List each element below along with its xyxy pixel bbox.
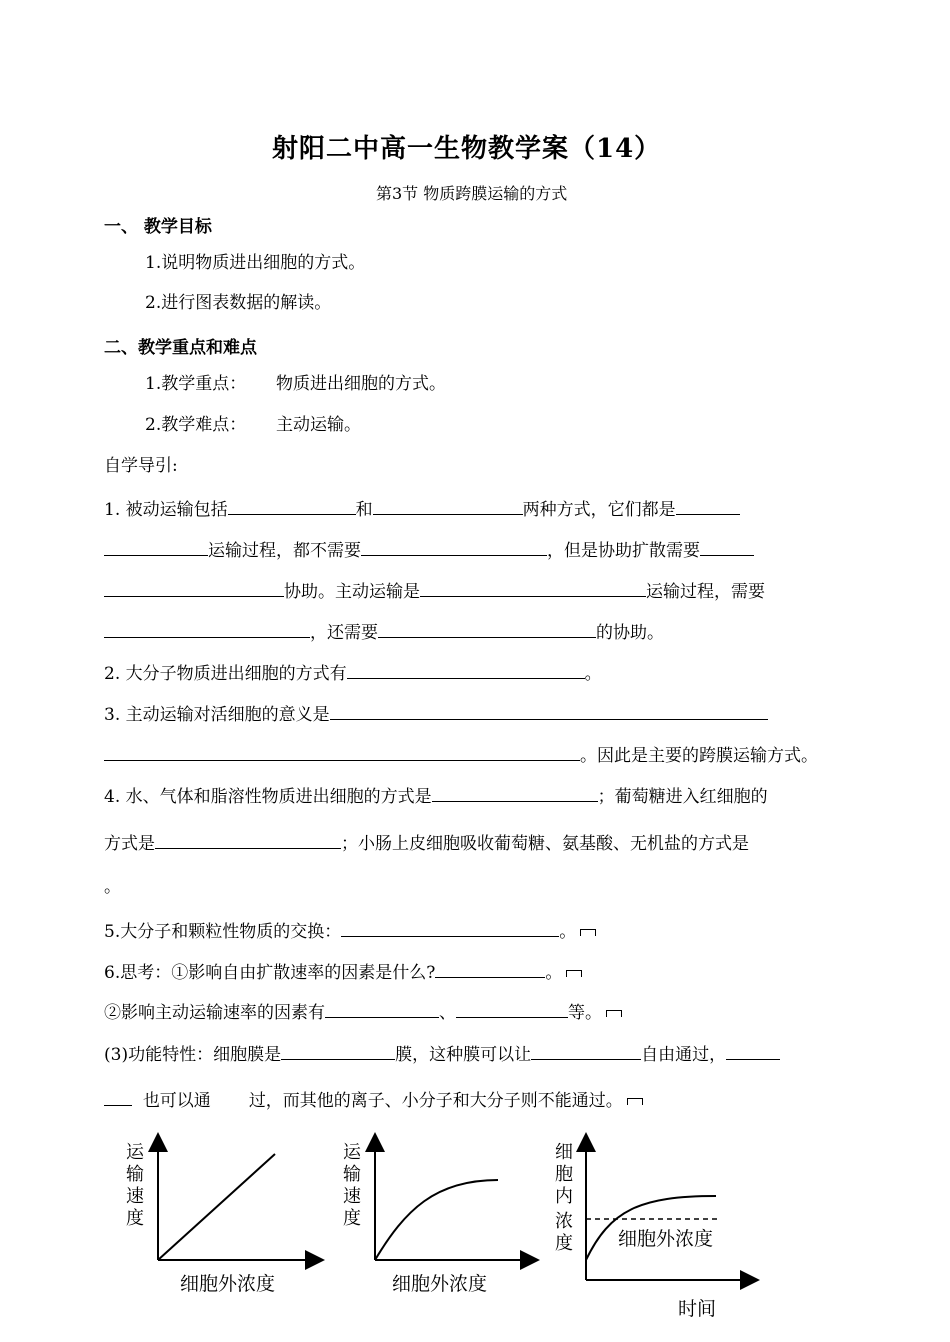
q1-text-f: 协助。主动运输是 (284, 582, 420, 602)
answer-blank[interactable] (104, 537, 208, 556)
answer-blank[interactable] (330, 701, 768, 720)
answer-blank[interactable] (531, 1041, 641, 1060)
answer-blank[interactable] (341, 918, 559, 937)
q7-text-e: 过，而其他的离子、小分子和大分子则不能通过。 (248, 1091, 623, 1111)
answer-blank[interactable] (228, 496, 356, 515)
q3-text-b: 。因此是主要的跨膜运输方式。 (580, 746, 818, 766)
q6-text-b: 。 (545, 963, 563, 983)
answer-blank[interactable] (420, 578, 646, 597)
question-6b (104, 999, 622, 1024)
graph-3-ylabel-char: 胞 (555, 1164, 573, 1185)
answer-blank[interactable] (726, 1041, 780, 1060)
question-1-line-1 (104, 496, 740, 521)
difficulty-label: 2.教学难点： (145, 415, 247, 435)
graph-3-ylabel-char: 度 (555, 1233, 573, 1254)
bracket-mark (627, 1098, 643, 1105)
q7-text-d: 也可以通 (142, 1091, 211, 1111)
answer-blank[interactable] (281, 1041, 395, 1060)
q5-text-a: 5.大分子和颗粒性物质的交换： (104, 922, 342, 942)
q3-text-a: 3. 主动运输对活细胞的意义是 (104, 705, 330, 725)
q4-text-d: ；小肠上皮细胞吸收葡萄糖、氨基酸、无机盐的方式是 (341, 834, 749, 854)
q6b-text-a: ②影响主动运输速率的因素有 (104, 1003, 325, 1023)
q1-text-d: 运输过程，都不需要 (208, 541, 361, 561)
q1-text-h: ，还需要 (310, 623, 378, 643)
q5-text-b: 。 (559, 922, 577, 942)
answer-blank[interactable] (347, 660, 585, 679)
graph-2-ylabel-char: 运 (343, 1142, 361, 1163)
graph-1-free-diffusion (126, 1142, 315, 1295)
answer-blank[interactable] (373, 496, 523, 515)
graph-3-inner-label: 细胞外浓度 (618, 1228, 714, 1250)
q7-text-b: 膜，这种膜可以让 (395, 1045, 532, 1065)
graph-1-ylabel-char: 速 (126, 1186, 144, 1207)
graph-3-ylabel-char: 内 (555, 1186, 573, 1207)
question-7-line-1 (104, 1041, 780, 1066)
key-point-label: 1.教学重点： (145, 374, 247, 394)
heading-teaching-goals: 一、 教学目标 (104, 217, 212, 237)
q1-text-g: 运输过程，需要 (646, 582, 765, 602)
question-4-line-1 (104, 783, 768, 808)
goal-item-2: 2.进行图表数据的解读。 (145, 293, 332, 313)
answer-blank[interactable] (700, 537, 754, 556)
answer-blank[interactable] (676, 496, 740, 515)
bracket-mark (606, 1010, 622, 1017)
q4-text-a: 4. 水、气体和脂溶性物质进出细胞的方式是 (104, 787, 432, 807)
answer-blank[interactable] (104, 619, 310, 638)
bracket-mark (566, 970, 582, 977)
question-1-line-2 (104, 537, 754, 562)
answer-blank[interactable] (104, 578, 284, 597)
page-title: 射阳二中高一生物教学案（14） (272, 134, 662, 164)
q4-text-b: ；葡萄糖进入红细胞的 (597, 787, 768, 807)
graph-2-ylabel-char: 速 (343, 1186, 361, 1207)
question-2 (104, 660, 602, 685)
question-4-line-3: 。 (104, 877, 121, 897)
q1-text-c: 两种方式，它们都是 (522, 500, 676, 520)
graph-3-ylabel-char: 细 (555, 1142, 573, 1163)
goal-item-1: 1.说明物质进出细胞的方式。 (145, 253, 366, 273)
bracket-mark (580, 929, 596, 936)
q1-text-b: 和 (355, 500, 373, 520)
answer-blank[interactable] (378, 619, 596, 638)
question-5 (104, 918, 596, 943)
graph-3-ylabel-char: 浓 (555, 1211, 573, 1232)
q1-text-i: 的协助。 (596, 623, 664, 643)
heading-key-points: 二、教学重点和难点 (104, 338, 257, 358)
q6b-text-b: 、 (439, 1003, 456, 1023)
section-subtitle: 第3节 物质跨膜运输的方式 (376, 184, 568, 203)
q1-text-a: 1. 被动运输包括 (104, 500, 228, 520)
graph-1-ylabel-char: 度 (126, 1208, 144, 1229)
answer-blank[interactable] (155, 830, 341, 849)
graph-2-carrier-transport (343, 1142, 530, 1295)
transport-graphs (100, 1130, 860, 1325)
graph-2-ylabel-char: 度 (343, 1208, 361, 1229)
graph-1-ylabel-char: 输 (126, 1164, 144, 1185)
question-7-line-2 (104, 1087, 643, 1112)
q7-text-c: 自由通过， (641, 1045, 727, 1065)
question-1-line-4 (104, 619, 664, 644)
question-4-line-2 (104, 830, 749, 855)
answer-blank[interactable] (456, 999, 568, 1018)
question-3-line-1 (104, 701, 768, 726)
graph-2-curve (375, 1180, 498, 1260)
answer-blank[interactable] (435, 959, 545, 978)
self-study-guide-label: 自学导引: (104, 456, 178, 476)
answer-blank[interactable] (104, 1087, 132, 1106)
graph-1-curve (158, 1154, 275, 1260)
q4-text-c: 方式是 (104, 834, 155, 854)
q1-text-e: ，但是协助扩散需要 (547, 541, 700, 561)
graph-3-active-transport (555, 1142, 750, 1320)
graph-3-xlabel: 时间 (678, 1298, 717, 1320)
graph-1-ylabel-char: 运 (126, 1142, 144, 1163)
difficulty-text: 主动运输。 (276, 415, 361, 435)
question-6 (104, 959, 582, 984)
key-point-text: 物质进出细胞的方式。 (276, 374, 446, 394)
question-3-line-2 (104, 742, 818, 767)
q2-text-a: 2. 大分子物质进出细胞的方式有 (104, 664, 347, 684)
answer-blank[interactable] (325, 999, 439, 1018)
answer-blank[interactable] (361, 537, 547, 556)
graph-2-ylabel-char: 输 (343, 1164, 361, 1185)
answer-blank[interactable] (104, 742, 580, 761)
q7-text-a: (3)功能特性：细胞膜是 (104, 1045, 282, 1065)
question-1-line-3 (104, 578, 765, 603)
q6b-text-c: 等。 (568, 1003, 602, 1023)
q6-text-a: 6.思考：①影响自由扩散速率的因素是什么? (104, 963, 436, 983)
answer-blank[interactable] (432, 783, 598, 802)
graph-2-xlabel: 细胞外浓度 (392, 1273, 488, 1295)
q2-text-b: 。 (584, 664, 602, 684)
graph-1-xlabel: 细胞外浓度 (180, 1273, 276, 1295)
